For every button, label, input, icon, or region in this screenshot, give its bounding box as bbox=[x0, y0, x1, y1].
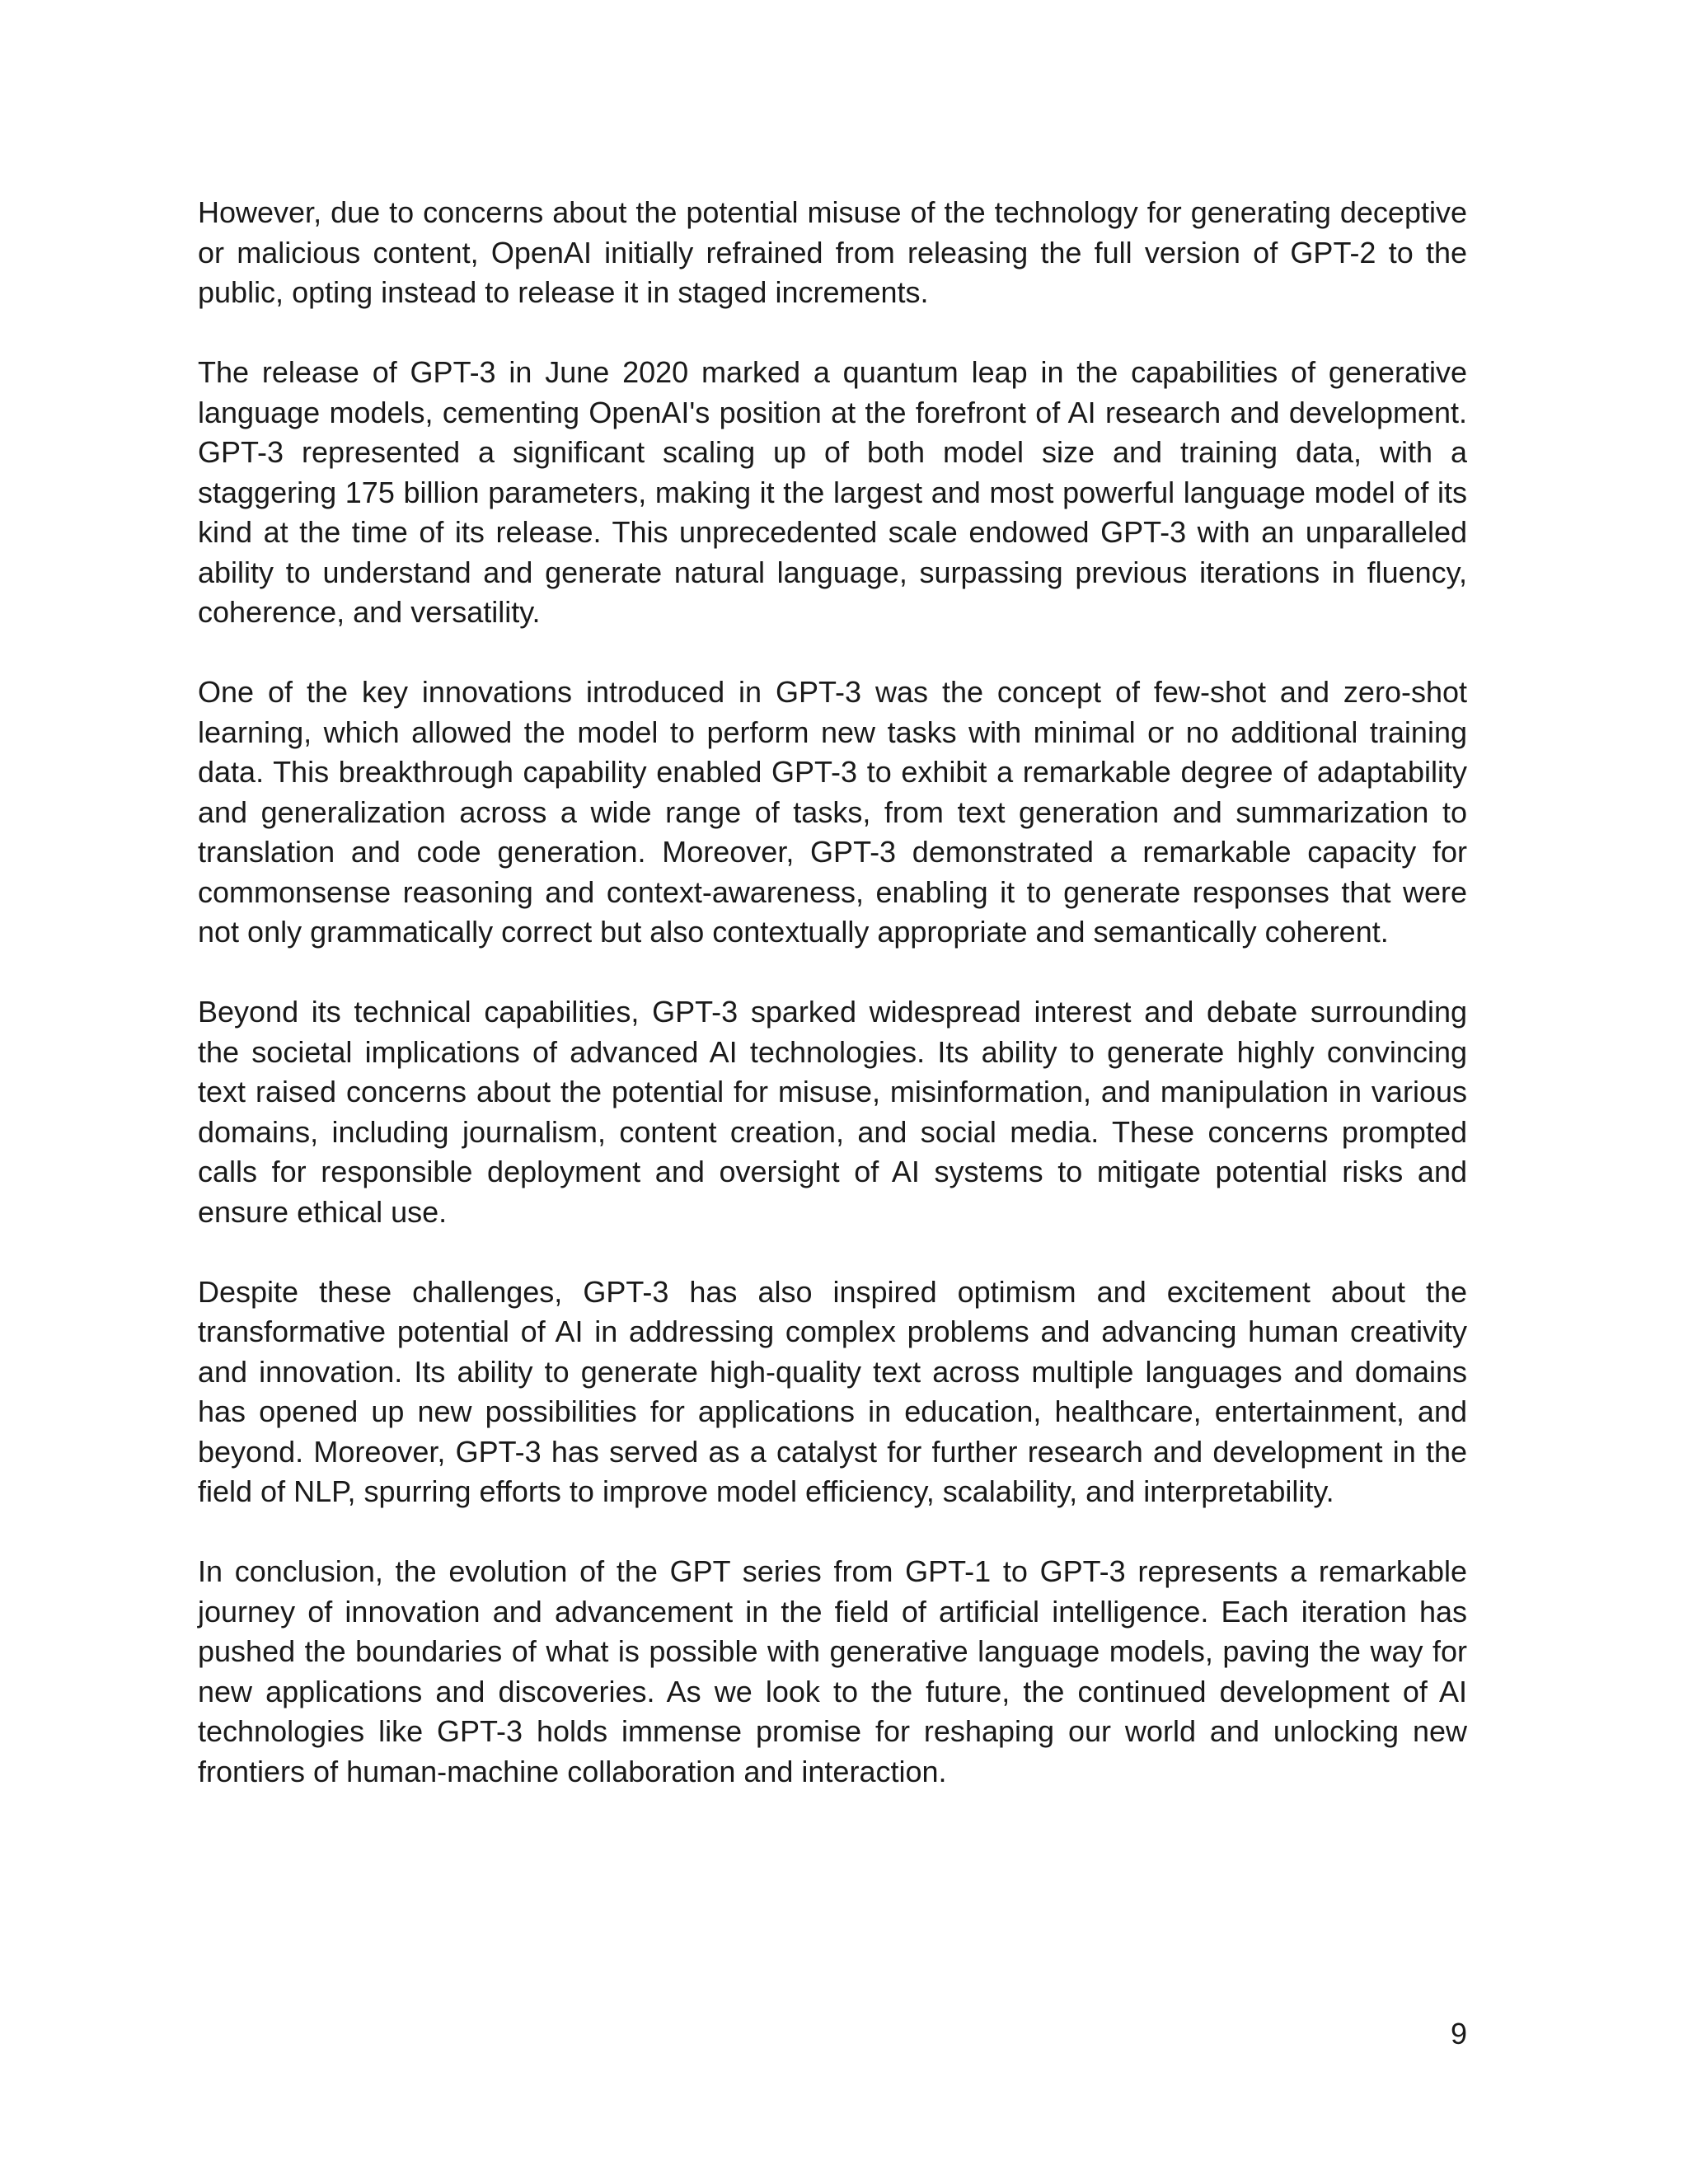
paragraph-societal-implications: Beyond its technical capabilities, GPT-3 sparked widespread interest and debate surrounding the societal implications of advanced AI technologies. Its ability to generate highly convincing text raised concerns about the potential for misuse, misinformation, and manipulation in various domains, including journalism, content creation, and social media. These concerns prompted calls for responsible deployment and oversight of AI systems to mitigate potential risks and ensure ethical use. bbox=[198, 995, 1467, 1229]
paragraph-conclusion: In conclusion, the evolution of the GPT series from GPT-1 to GPT-3 represents a remarkable journey of innovation and advancement in the field of artificial intelligence. Each iteration has pushed the boundaries of what is possible with generative language models, paving the way for new applications and discoveries. As we look to the future, the continued development of AI technologies like GPT-3 holds immense promise for reshaping our world and unlocking new frontiers of human-machine collaboration and interaction. bbox=[198, 1554, 1467, 1788]
paragraph-optimism: Despite these challenges, GPT-3 has also inspired optimism and excitement about the transformative potential of AI in addressing complex problems and advancing human creativity and innovation. Its ability to generate high-quality text across multiple languages and domains has opened up new possibilities for applications in education, healthcare, entertainment, and beyond. Moreover, GPT-3 has served as a catalyst for further research and development in the field of NLP, spurring efforts to improve model efficiency, scalability, and interpretability. bbox=[198, 1274, 1467, 1508]
paragraph-few-shot-learning: One of the key innovations introduced in GPT-3 was the concept of few-shot and zero-shot learning, which allowed the model to perform new tasks with minimal or no additional training data. This breakthrough capability enabled GPT-3 to exhibit a remarkable degree of adaptability and generalization across a wide range of tasks, from text generation and summarization to translation and code generation. Moreover, GPT-3 demonstrated a remarkable capacity for commonsense reasoning and context-awareness, enabling it to generate responses that were not only grammatically correct but also contextually appropriate and semantically coherent. bbox=[198, 675, 1467, 949]
paragraph-gpt2-staged-release: However, due to concerns about the potential misuse of the technology for generating deceptive or malicious content, OpenAI initially refrained from releasing the full version of GPT-2 to the public, opting instead to release it in staged increments. bbox=[198, 195, 1467, 309]
page-number: 9 bbox=[1450, 2017, 1467, 2050]
paragraph-gpt3-release: The release of GPT-3 in June 2020 marked a quantum leap in the capabilities of generative language models, cementing OpenAI's position at the forefront of AI research and development. GPT-3 represented a significant scaling up of both model size and training data, with a staggering 175 billion parameters, making it the largest and most powerful language model of its kind at the time of its release. This unprecedented scale endowed GPT-3 with an unparalleled ability to understand and generate natural language, surpassing previous iterations in fluency, coherence, and versatility. bbox=[198, 355, 1467, 629]
body-text bbox=[198, 193, 1467, 1832]
